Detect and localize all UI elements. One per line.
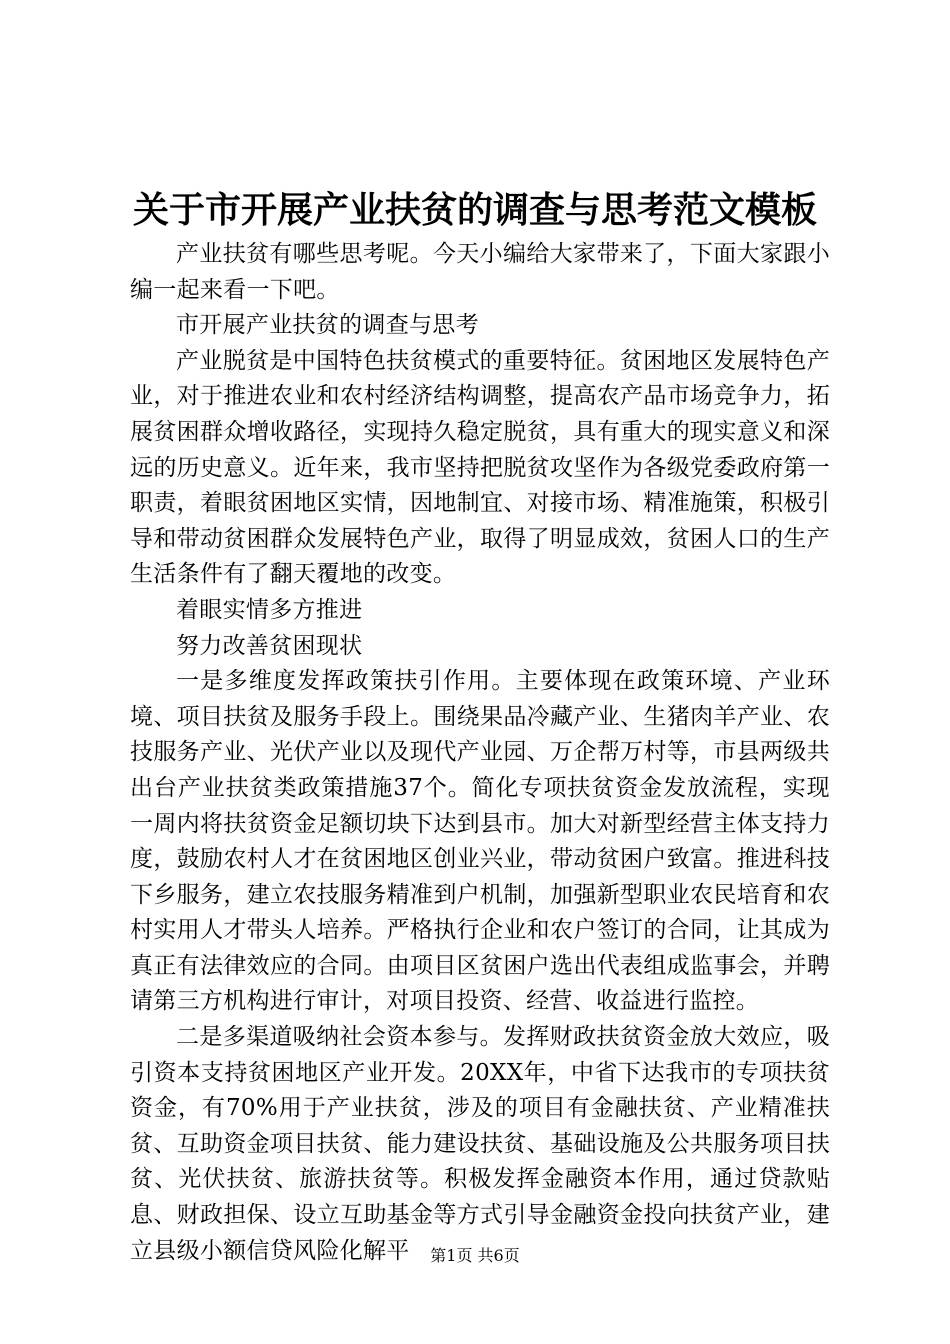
document-title: 关于市开展产业扶贫的调查与思考范文模板 bbox=[132, 189, 817, 231]
section-heading-line-2: 努力改善贫困现状 bbox=[176, 632, 363, 659]
document-body bbox=[130, 237, 830, 1269]
page-indicator: 第1页 共6页 bbox=[430, 1246, 520, 1265]
paragraph-point-one: 一是多维度发挥政策扶引作用。主要体现在政策环境、产业环境、项目扶贫及服务手段上。围绕果品冷藏产业、生猪肉羊产业、农技服务产业、光伏产业以及现代产业园、万企帮万村等，市县两级共出台产业扶贫类政策措施37个。简化专项扶贫资金发放流程，实现一周内将扶贫资金足额切块下达到县市。加大对新型经营主体支持力度，鼓励农村人才在贫困地区创业兴业，带动贫困户致富。推进科技下乡服务，建立农技服务精准到户机制，加强新型职业农民培育和农村实用人才带头人培养。严格执行企业和农户签订的合同，让其成为真正有法律效应的合同。由项目区贫困户选出代表组成监事会，并聘请第三方机构进行审计，对项目投资、经营、收益进行监控。 bbox=[130, 668, 830, 1015]
section-heading-line-1: 着眼实情多方推进 bbox=[176, 596, 363, 623]
paragraph-subtitle: 市开展产业扶贫的调查与思考 bbox=[176, 312, 479, 339]
paragraph-intro: 产业扶贫有哪些思考呢。今天小编给大家带来了，下面大家跟小编一起来看一下吧。 bbox=[130, 241, 830, 303]
paragraph-background: 产业脱贫是中国特色扶贫模式的重要特征。贫困地区发展特色产业，对于推进农业和农村经济结构调整，提高农产品市场竞争力，拓展贫困群众增收路径，实现持久稳定脱贫，具有重大的现实意义和深远的历史意义。近年来，我市坚持把脱贫攻坚作为各级党委政府第一职责，着眼贫困地区实情，因地制宜、对接市场、精准施策，积极引导和带动贫困群众发展特色产业，取得了明显成效，贫困人口的生产生活条件有了翻天覆地的改变。 bbox=[130, 347, 830, 588]
paragraph-point-two: 二是多渠道吸纳社会资本参与。发挥财政扶贫资金放大效应，吸引资本支持贫困地区产业开发。20XX年，中省下达我市的专项扶贫资金，有70%用于产业扶贫，涉及的项目有金融扶贫、产业精准扶贫、互助资金项目扶贫、能力建设扶贫、基础设施及公共服务项目扶贫、光伏扶贫、旅游扶贫等。积极发挥金融资本作用，通过贷款贴息、财政担保、设立互助基金等方式引导金融资金投向扶贫产业，建立县级小额信贷风险化解平 bbox=[130, 1024, 830, 1264]
